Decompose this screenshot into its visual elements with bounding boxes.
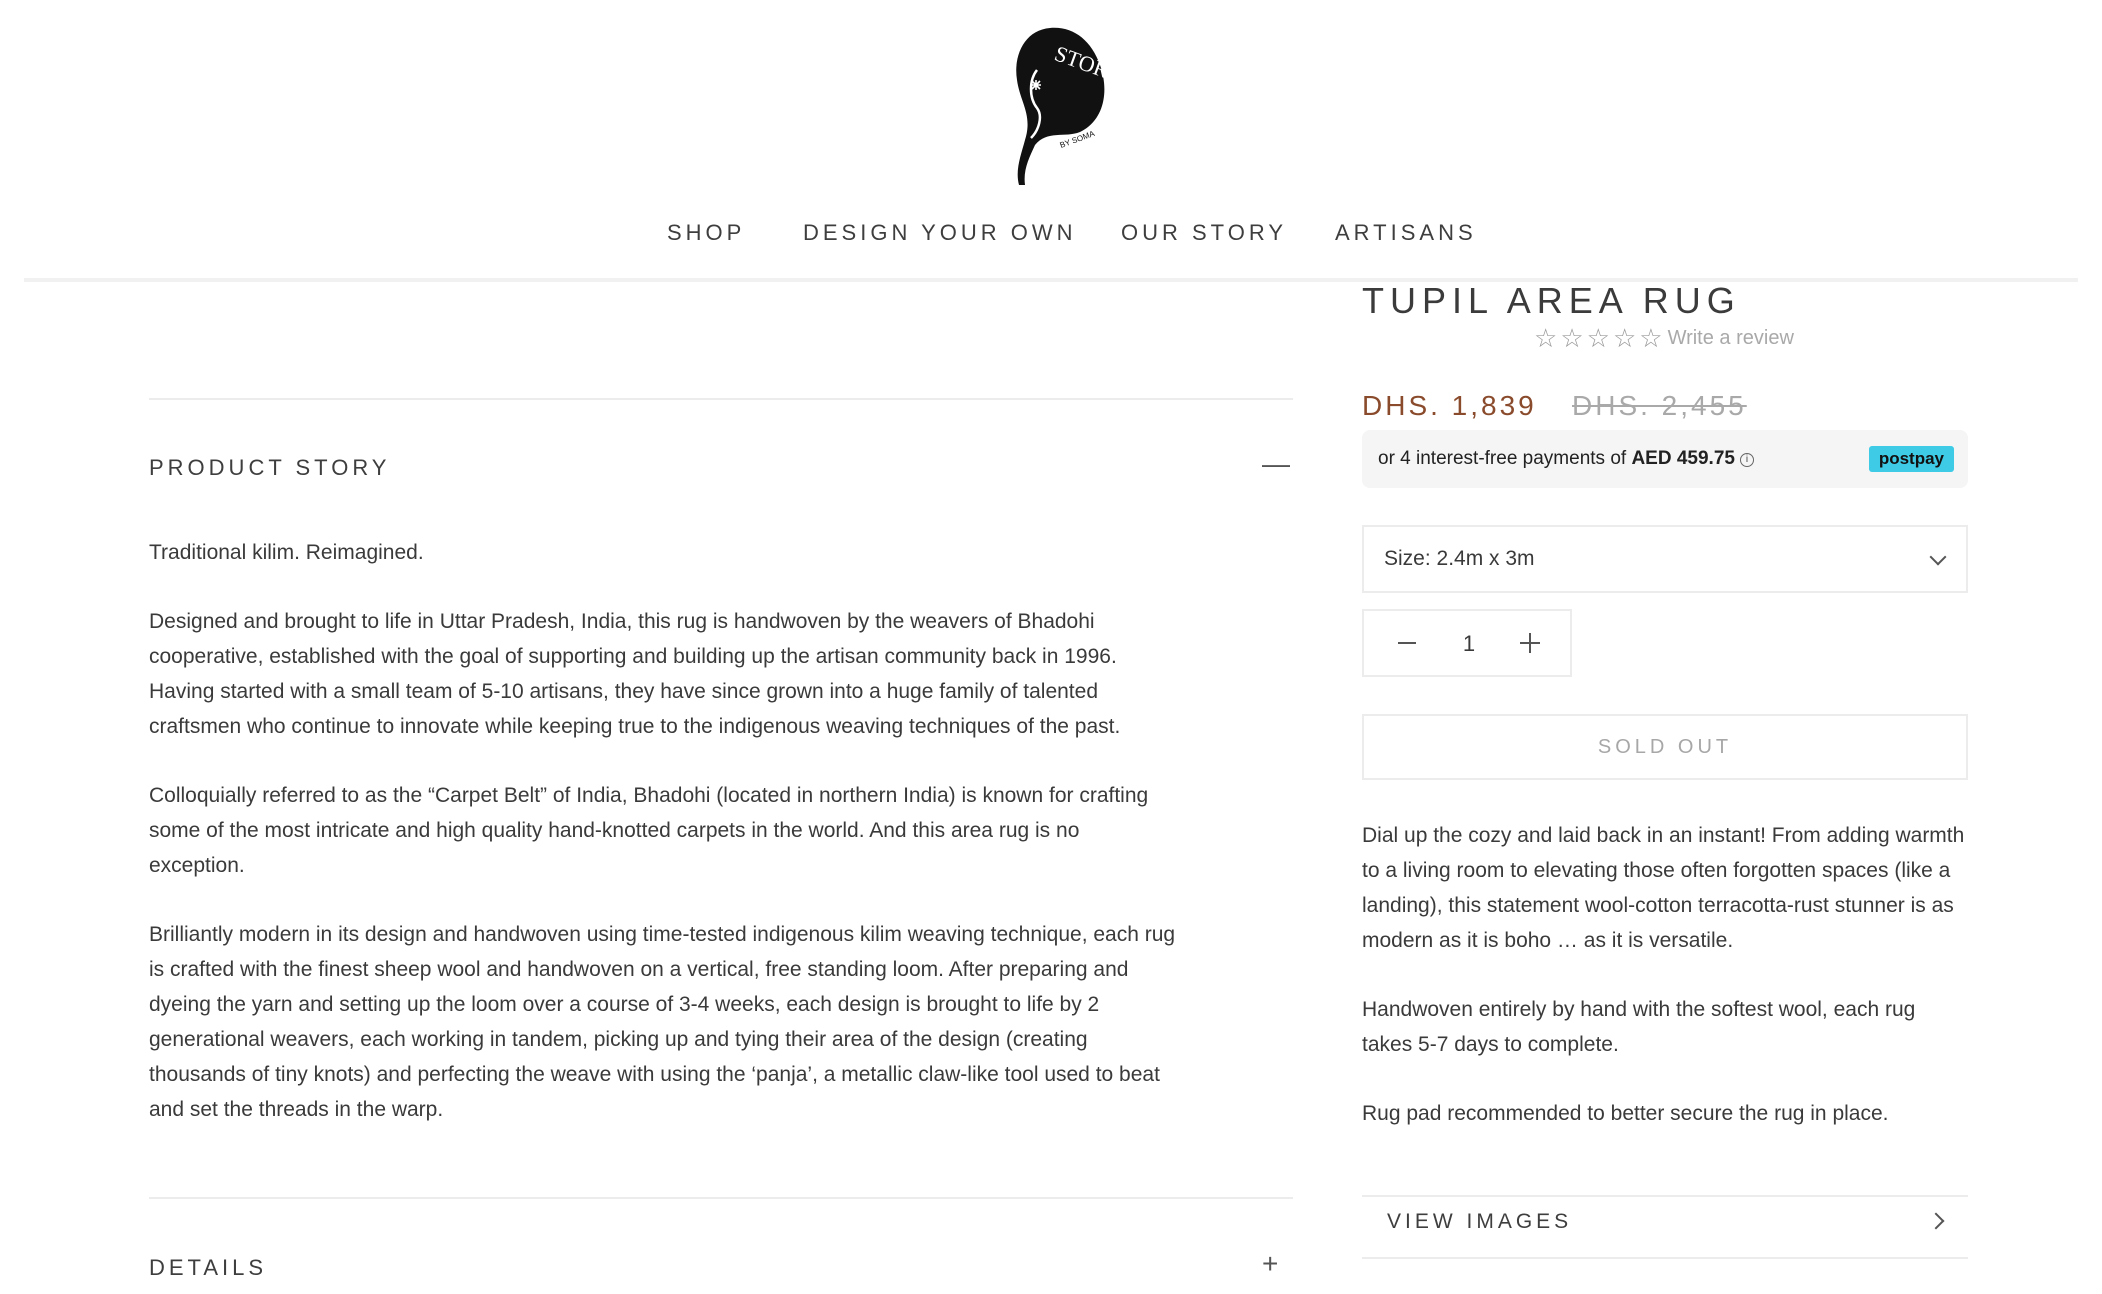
description-paragraph: Rug pad recommended to better secure the rug in place. bbox=[1362, 1102, 1889, 1125]
star-empty-icon[interactable]: ☆ bbox=[1612, 323, 1637, 353]
postpay-installments bbox=[1362, 430, 1968, 488]
compare-at-price: DHS. 2,455 bbox=[1572, 390, 1747, 421]
star-empty-icon[interactable]: ☆ bbox=[1586, 323, 1610, 353]
story-paragraph: Colloquially referred to as the “Carpet Belt” of India, Bhadohi (located in northern India) is known for crafting some of the most intricate and high quality hand-knotted carpets in the world. And this area rug is no exception. bbox=[149, 784, 1149, 877]
postpay-amount: AED 459.75 bbox=[1631, 448, 1735, 469]
star-empty-icon[interactable]: ☆ bbox=[1560, 323, 1584, 353]
view-images-divider-bottom bbox=[1362, 1257, 1968, 1259]
nav-artisans[interactable]: ARTISANS bbox=[1335, 220, 1477, 245]
description-paragraph: Dial up the cozy and laid back in an instant! From adding warmth to a living room to elevating those often forgotten spaces (like a landing), this statement wool-cotton terracotta-rust stunner is as modern as it is boho … as it is versatile. bbox=[1362, 824, 1965, 952]
story-brand-logo-icon bbox=[995, 20, 1127, 190]
postpay-badge[interactable]: postpay bbox=[1869, 446, 1954, 472]
chevron-right-icon[interactable] bbox=[1928, 1213, 1945, 1230]
collapse-icon[interactable]: — bbox=[1262, 448, 1290, 479]
sold-out-button[interactable]: SOLD OUT bbox=[1362, 714, 1968, 780]
accordion-divider-mid bbox=[149, 1197, 1293, 1199]
chevron-down-icon bbox=[1930, 549, 1947, 566]
sale-price: DHS. 1,839 bbox=[1362, 390, 1537, 421]
nav-design-your-own[interactable]: DESIGN YOUR OWN bbox=[803, 220, 1077, 245]
plus-icon[interactable] bbox=[1520, 633, 1540, 653]
star-empty-icon[interactable]: ☆ bbox=[1639, 323, 1663, 353]
product-title: TUPIL AREA RUG bbox=[1362, 280, 1741, 321]
brand-logo[interactable] bbox=[995, 20, 1127, 190]
story-paragraph: Designed and brought to life in Uttar Pradesh, India, this rug is handwoven by the weavers of Bhadohi cooperative, established with the goal of supporting and building up the artisan community back in 1996. Having started with a small team of 5-10 artisans, they have since grown into a huge family of talented craftsmen who continue to innovate while keeping true to the indigenous weaving techniques of the past. bbox=[149, 610, 1121, 738]
write-review-link[interactable]: Write a review bbox=[1667, 326, 1794, 349]
nav-shop[interactable]: SHOP bbox=[667, 220, 746, 245]
nav-our-story[interactable]: OUR STORY bbox=[1121, 220, 1287, 245]
rating-stars bbox=[1534, 325, 1794, 351]
postpay-text-before: or 4 interest-free payments of bbox=[1378, 448, 1632, 469]
logo-text: STORY bbox=[1051, 40, 1127, 89]
expand-icon[interactable]: + bbox=[1262, 1248, 1279, 1279]
info-icon[interactable]: i bbox=[1740, 453, 1754, 467]
view-images-button[interactable]: VIEW IMAGES bbox=[1387, 1210, 1573, 1233]
quantity-value[interactable]: 1 bbox=[1462, 631, 1476, 656]
view-images-divider-top bbox=[1362, 1195, 1968, 1197]
product-story-content bbox=[149, 535, 1179, 1161]
story-paragraph: Brilliantly modern in its design and handwoven using time-tested indigenous kilim weaving technique, each rug is crafted with the finest sheep wool and handwoven on a vertical, free standing loom. After preparing and dyeing the yarn and setting up the loom over a course of 3-4 weeks, each design is brought to life by 2 generational weavers, each working in tandem, picking up and tying their area of the design (creating thousands of tiny knots) and perfecting the weave with using the ‘panja’, a metallic claw-like tool used to beat and set the threads in the warp. bbox=[149, 923, 1176, 1121]
size-select[interactable] bbox=[1362, 525, 1968, 593]
star-empty-icon[interactable]: ☆ bbox=[1534, 323, 1558, 353]
description-paragraph: Handwoven entirely by hand with the softest wool, each rug takes 5-7 days to complete. bbox=[1362, 998, 1916, 1056]
header-divider bbox=[24, 278, 2078, 282]
postpay-text bbox=[1378, 448, 1754, 470]
size-select-value: Size: 2.4m x 3m bbox=[1384, 547, 1535, 570]
story-paragraph: Traditional kilim. Reimagined. bbox=[149, 541, 424, 564]
product-story-title[interactable]: PRODUCT STORY bbox=[149, 455, 391, 480]
accordion-divider-top bbox=[149, 398, 1293, 400]
logo-subtext: BY SOMA bbox=[1058, 129, 1096, 150]
quantity-stepper bbox=[1362, 609, 1572, 677]
product-description bbox=[1362, 818, 1968, 1165]
details-title[interactable]: DETAILS bbox=[149, 1255, 268, 1280]
